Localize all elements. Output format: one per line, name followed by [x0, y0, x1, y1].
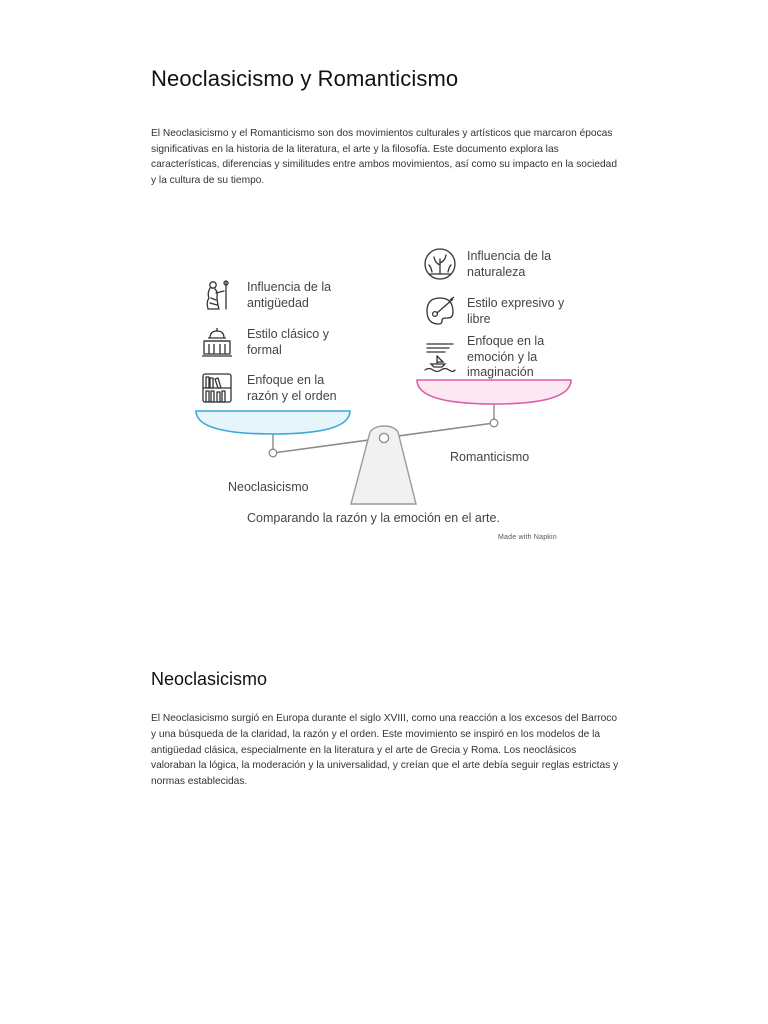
sea-boat-icon — [423, 340, 457, 374]
neoclasicismo-label: Neoclasicismo — [228, 480, 309, 494]
left-item-label-3: Enfoque en la razón y el orden — [247, 373, 337, 403]
left-item-label-2: Estilo clásico y formal — [247, 327, 329, 357]
section-paragraph: El Neoclasicismo surgió en Europa durante el siglo XVIII, como una reacción a los excesos del Barroco y una búsqueda de la claridad, la razón y el orden. Este movimiento se inspiró en los modelos de la antigüedad clásica, especialmente en la literatura y el arte de Grecia y Roma. Los neoclásicos valoraban la lógica, la moderación y la universalidad, y creían que el arte debía seguir reglas estrictas y normas establecidas. — [151, 713, 619, 788]
section-heading: Neoclasicismo — [151, 669, 268, 689]
right-item-label-1: Influencia de la naturaleza — [467, 249, 552, 279]
left-item-label-1: Influencia de la antigüedad — [247, 280, 332, 310]
right-joint — [490, 419, 498, 427]
diagram-caption: Comparando la razón y la emoción en el arte. — [247, 511, 500, 525]
books-icon — [200, 371, 234, 405]
left-pan — [196, 411, 350, 434]
classical-figure-icon — [200, 278, 234, 312]
napkin-watermark — [498, 534, 557, 541]
scale-graphic — [180, 236, 590, 548]
watermark-text: Made with Napkin — [498, 534, 557, 541]
right-pan — [417, 380, 571, 404]
paint-palette-icon — [423, 294, 457, 328]
classical-building-icon — [200, 325, 234, 359]
intro-paragraph: El Neoclasicismo y el Romanticismo son dos movimientos culturales y artísticos que marcaron épocas significativas en la historia de la literatura, el arte y la filosofía. Este documento explora las características, diferencias y similitudes entre ambos movimientos, así como su impacto en la sociedad y la cultura de su tiempo. — [151, 128, 617, 186]
balance-scale-diagram — [180, 236, 590, 548]
page-title: Neoclasicismo y Romanticismo — [151, 66, 459, 91]
right-item-label-2: Estilo expresivo y libre — [467, 296, 565, 326]
right-item-label-3: Enfoque en la emoción y la imaginación — [467, 334, 545, 379]
nature-icon — [423, 247, 457, 281]
fulcrum-pivot — [379, 433, 388, 442]
romanticismo-label: Romanticismo — [450, 450, 530, 464]
left-joint — [269, 449, 277, 457]
